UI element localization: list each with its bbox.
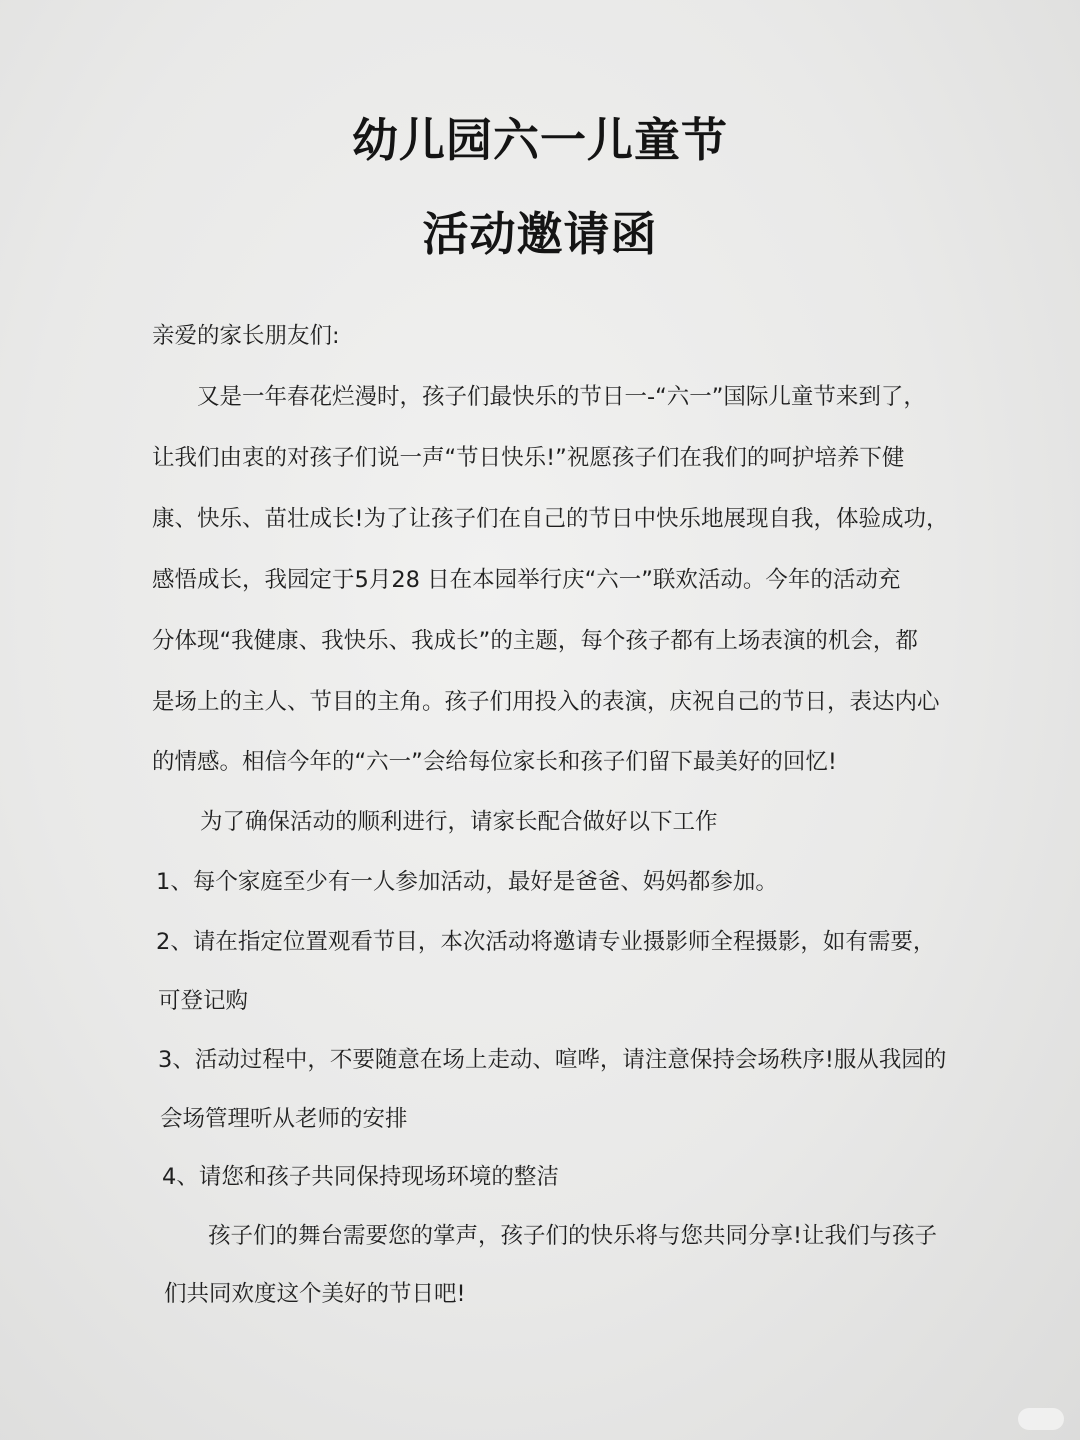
paragraph-1-line-5: 分体现“我健康、我快乐、我成长”的主题，每个孩子都有上场表演的机会，都	[152, 628, 918, 654]
list-item-2-continued: 可登记购	[158, 988, 249, 1014]
title-line-1: 幼儿园六一儿童节	[352, 113, 728, 167]
paragraph-1-line-7: 的情感。相信今年的“六一”会给每位家长和孩子们留下最美好的回忆!	[152, 749, 837, 775]
salutation: 亲爱的家长朋友们:	[152, 323, 340, 349]
closing-line-2: 们共同欢度这个美好的节日吧!	[164, 1281, 466, 1307]
closing-line-1: 孩子们的舞台需要您的掌声，孩子们的快乐将与您共同分享!让我们与孩子	[208, 1223, 938, 1249]
paragraph-1-line-2: 让我们由衷的对孩子们说一声“节日快乐!”祝愿孩子们在我们的呵护培养下健	[152, 445, 905, 471]
list-item-4: 4、请您和孩子共同保持现场环境的整洁	[162, 1164, 559, 1190]
list-item-3-continued: 会场管理听从老师的安排	[160, 1106, 408, 1132]
paragraph-1-line-3: 康、快乐、苗壮成长!为了让孩子们在自己的节日中快乐地展现自我，体验成功，	[152, 506, 949, 532]
corner-watermark	[1018, 1408, 1064, 1430]
paragraph-1-line-1: 又是一年春花烂漫时，孩子们最快乐的节日一-“六一”国际儿童节来到了，	[197, 384, 926, 410]
paragraph-1-line-6: 是场上的主人、节目的主角。孩子们用投入的表演，庆祝自己的节日，表达内心	[152, 689, 940, 715]
list-item-3: 3、活动过程中，不要随意在场上走动、喧哗，请注意保持会场秩序!服从我园的	[158, 1047, 947, 1073]
paragraph-1-line-4: 感悟成长，我园定于5月28 日在本园举行庆“六一”联欢活动。今年的活动充	[152, 567, 901, 593]
title-line-2: 活动邀请函	[422, 207, 658, 261]
list-item-1: 1、每个家庭至少有一人参加活动，最好是爸爸、妈妈都参加。	[156, 869, 778, 895]
intro-line: 为了确保活动的顺利进行，请家长配合做好以下工作	[200, 809, 718, 835]
list-item-2: 2、请在指定位置观看节目，本次活动将邀请专业摄影师全程摄影，如有需要，	[156, 929, 936, 955]
